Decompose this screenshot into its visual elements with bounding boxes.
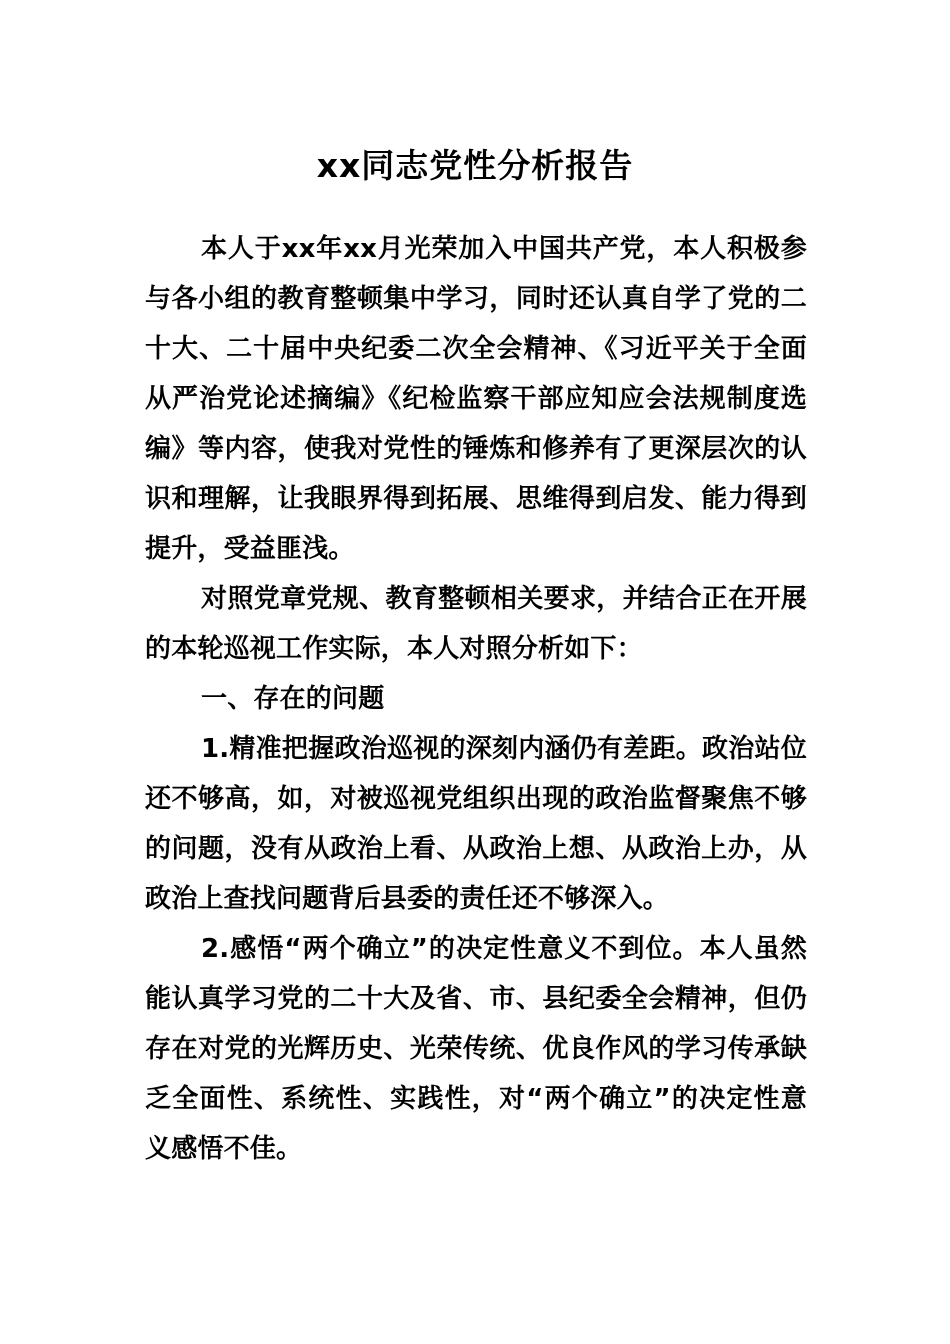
paragraph-problem-2: 2.感悟“两个确立”的决定性意义不到位。本人虽然能认真学习党的二十大及省、市、县纪委全会精神，但仍存在对党的光辉历史、光荣传统、优良作风的学习传承缺乏全面性、系统性、实践性，对“两个确立”的决定性意义感悟不佳。 <box>145 934 807 1164</box>
section-heading-problems: 一、存在的问题 <box>201 684 385 714</box>
paragraph-problem-1: 1.精准把握政治巡视的深刻内涵仍有差距。政治站位还不够高，如，对被巡视党组织出现的政治监督聚焦不够的问题，没有从政治上看、从政治上想、从政治上办，从政治上查找问题背后县委的责任还不够深入。 <box>145 734 807 914</box>
paragraph-intro: 本人于xx年xx月光荣加入中国共产党，本人积极参与各小组的教育整顿集中学习，同时还认真自学了党的二十大、二十届中央纪委二次全会精神、《习近平关于全面从严治党论述摘编》《纪检监察干部应知应会法规制度选编》等内容，使我对党性的锤炼和修养有了更深层次的认识和理解，让我眼界得到拓展、思维得到启发、能力得到提升，受益匪浅。 <box>145 234 807 564</box>
document-body <box>145 224 807 1174</box>
document-title: xx同志党性分析报告 <box>316 146 634 185</box>
paragraph-analysis-lead: 对照党章党规、教育整顿相关要求，并结合正在开展的本轮巡视工作实际，本人对照分析如下： <box>145 584 807 664</box>
